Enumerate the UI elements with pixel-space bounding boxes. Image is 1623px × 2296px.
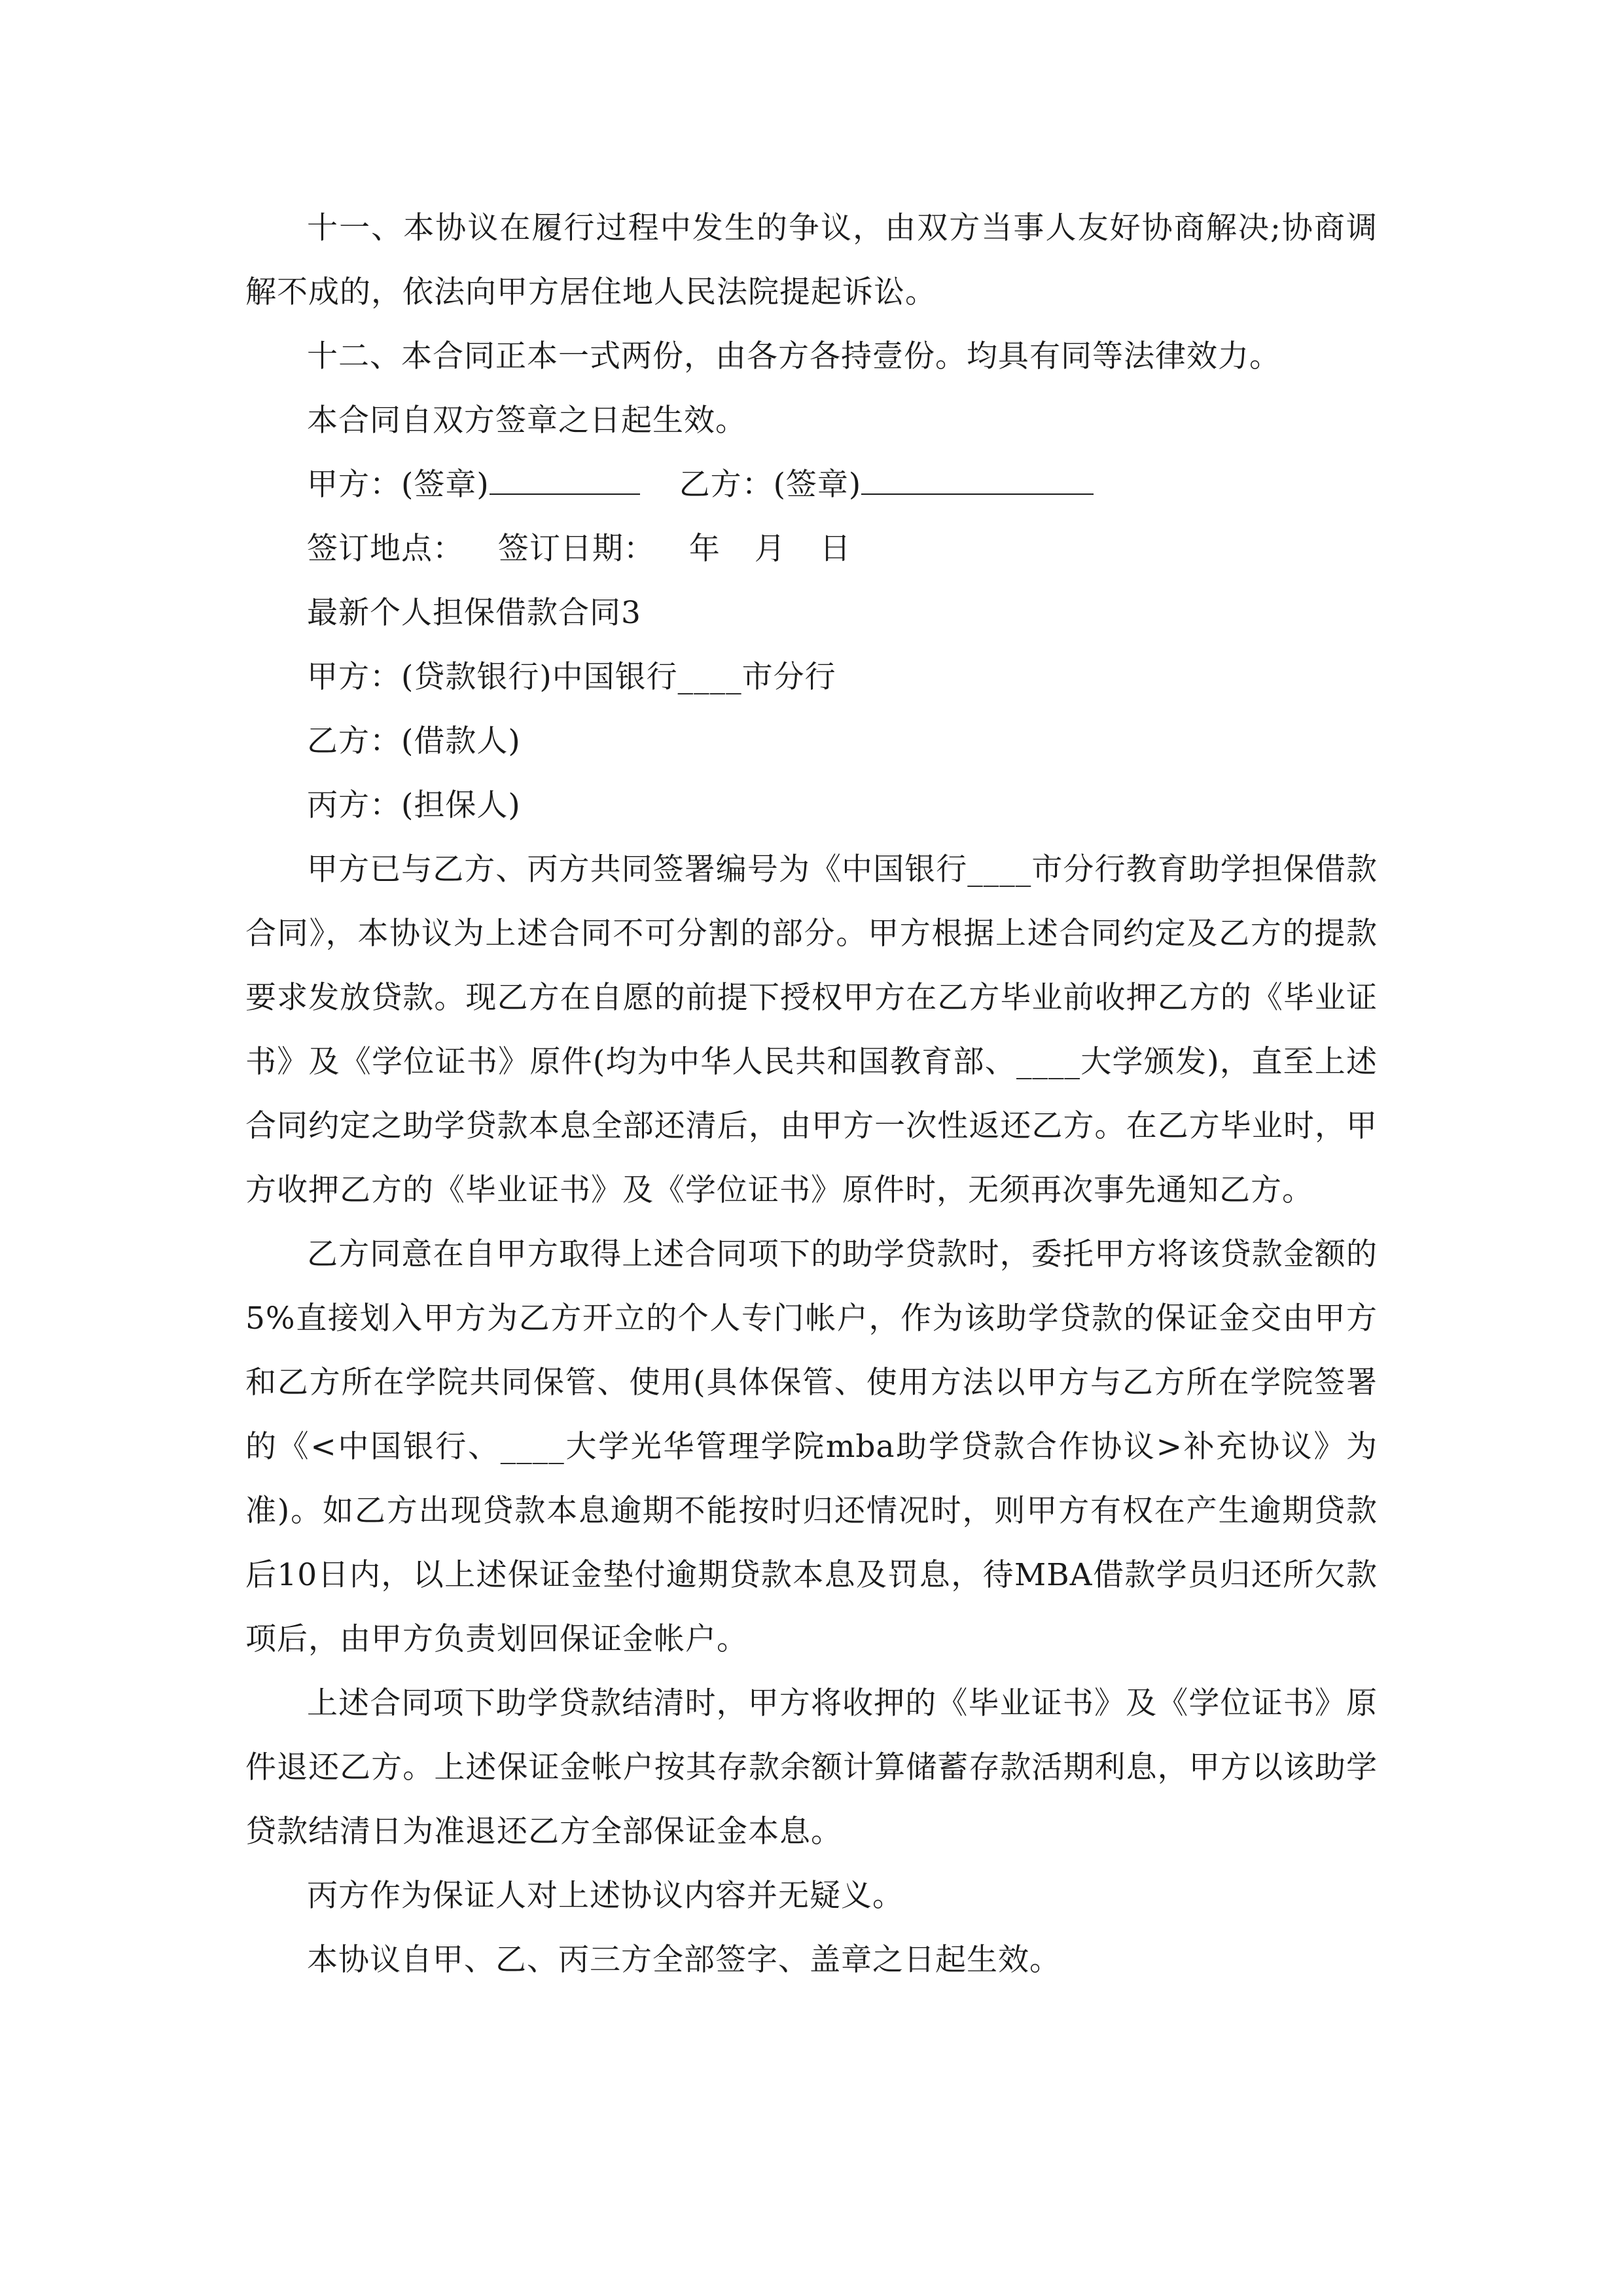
sign-month-label: 月 xyxy=(754,531,786,567)
body-paragraph-3: 上述合同项下助学贷款结清时，甲方将收押的《毕业证书》及《学位证书》原件退还乙方。上述保证金帐户按其存款余额计算储蓄存款活期利息，甲方以该助学贷款结清日为准退还乙方全部保证金本息。 xyxy=(245,1685,1378,1850)
party-a-line: 甲方：(贷款银行)中国银行____市分行 xyxy=(307,659,836,695)
party-b-line: 乙方：(借款人) xyxy=(307,723,521,759)
sign-day-label: 日 xyxy=(819,531,851,567)
sign-info-row xyxy=(245,517,1378,581)
body-paragraph-5: 本协议自甲、乙、丙三方全部签字、盖章之日起生效。 xyxy=(307,1942,1061,1978)
sign-date-label: 签订日期： xyxy=(497,531,655,567)
effective-clause: 本合同自双方签章之日起生效。 xyxy=(307,403,747,439)
party-b-signature-label: 乙方：(签章) xyxy=(679,467,862,503)
document-content xyxy=(245,196,1378,1992)
party-a-signature-blank xyxy=(490,467,640,495)
party-c-line: 丙方：(担保人) xyxy=(307,787,521,823)
section-title: 最新个人担保借款合同3 xyxy=(307,595,641,631)
sign-year-label: 年 xyxy=(688,531,721,567)
signature-row xyxy=(245,453,1378,517)
clause-11: 十一、本协议在履行过程中发生的争议，由双方当事人友好协商解决;协商调解不成的，依法向甲方居住地人民法院提起诉讼。 xyxy=(245,210,1378,310)
body-paragraph-1: 甲方已与乙方、丙方共同签署编号为《中国银行____市分行教育助学担保借款合同》，本协议为上述合同不可分割的部分。甲方根据上述合同约定及乙方的提款要求发放贷款。现乙方在自愿的前提下授权甲方在乙方毕业前收押乙方的《毕业证书》及《学位证书》原件(均为中华人民共和国教育部、____大学颁发)，直至上述合同约定之助学贷款本息全部还清后，由甲方一次性返还乙方。在乙方毕业时，甲方收押乙方的《毕业证书》及《学位证书》原件时，无须再次事先通知乙方。 xyxy=(245,852,1378,1208)
party-a-signature-label: 甲方：(签章) xyxy=(307,467,490,503)
sign-place-label: 签订地点： xyxy=(307,531,464,567)
party-b-signature-blank xyxy=(861,467,1094,495)
body-paragraph-2: 乙方同意在自甲方取得上述合同项下的助学贷款时，委托甲方将该贷款金额的5%直接划入甲方为乙方开立的个人专门帐户，作为该助学贷款的保证金交由甲方和乙方所在学院共同保管、使用(具体保管、使用方法以甲方与乙方所在学院签署的《<中国银行、____大学光华管理学院mba助学贷款合作协议>补充协议》为准)。如乙方出现贷款本息逾期不能按时归还情况时，则甲方有权在产生逾期贷款后10日内，以上述保证金垫付逾期贷款本息及罚息，待MBA借款学员归还所欠款项后，由甲方负责划回保证金帐户。 xyxy=(245,1236,1378,1657)
body-paragraph-4: 丙方作为保证人对上述协议内容并无疑义。 xyxy=(307,1878,904,1914)
clause-12: 十二、本合同正本一式两份，由各方各持壹份。均具有同等法律效力。 xyxy=(307,338,1281,374)
